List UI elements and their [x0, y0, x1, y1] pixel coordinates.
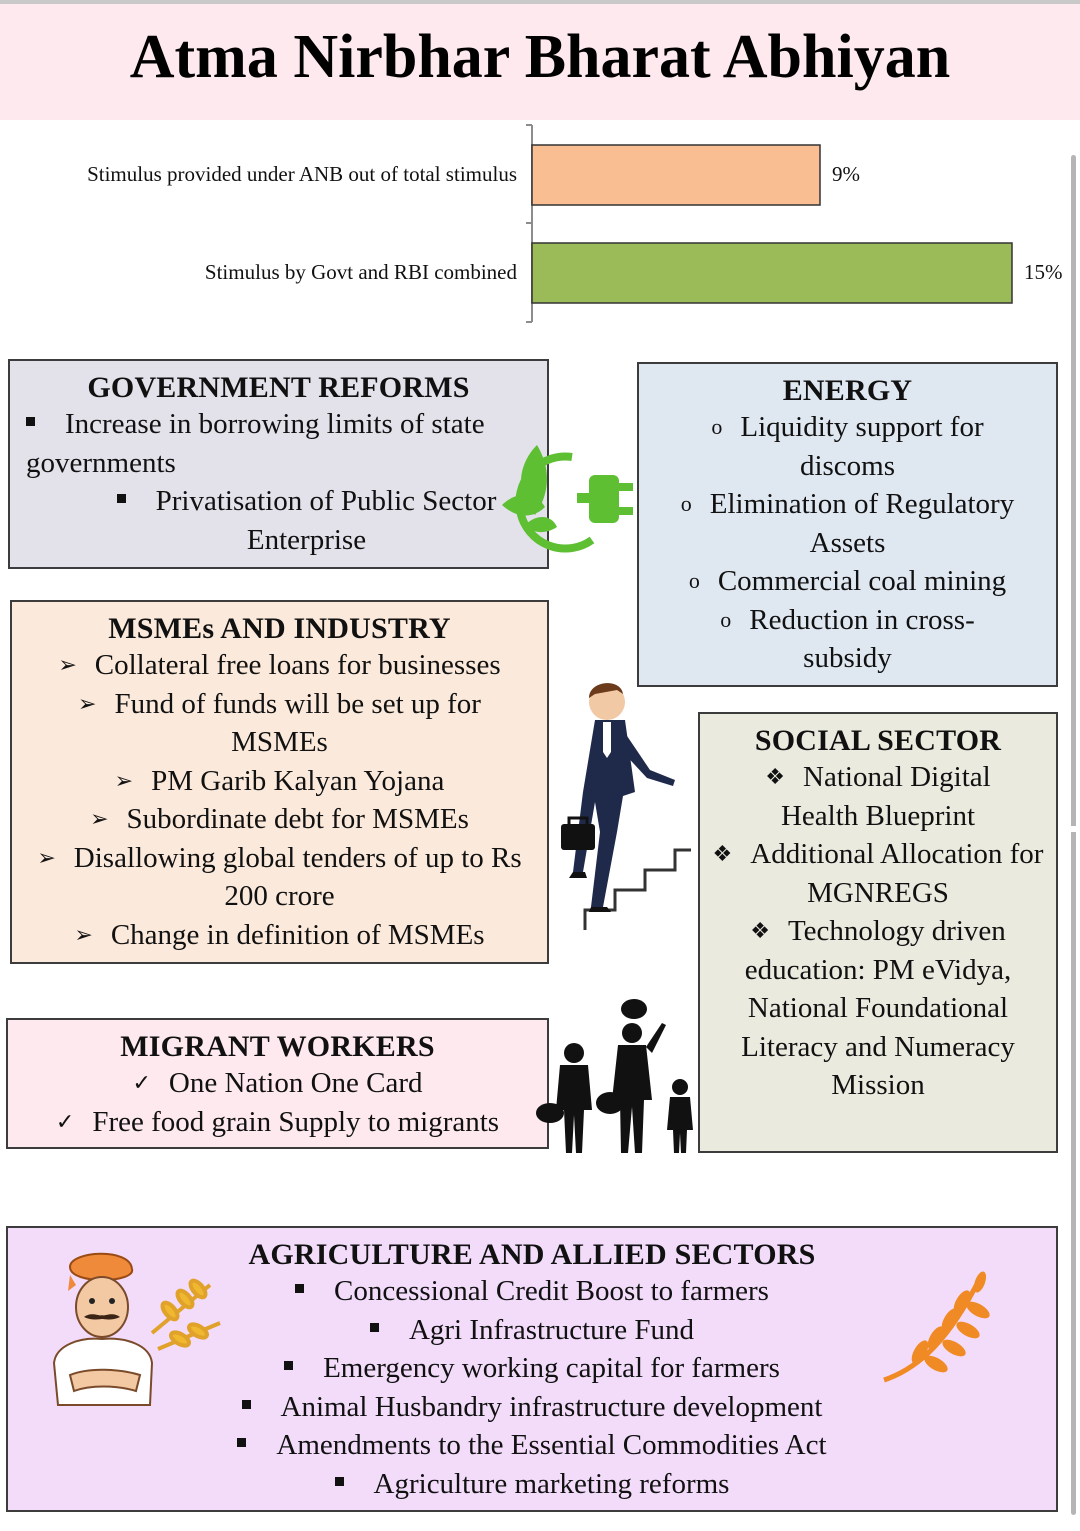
- social-sector-box: [698, 712, 1058, 1153]
- list-item: ➢ PM Garib Kalyan Yojana: [12, 762, 547, 801]
- chart-svg: [0, 120, 1080, 330]
- value-label-0: 9%: [832, 162, 860, 186]
- government-reforms-box: [8, 359, 549, 569]
- scrollbar[interactable]: [1071, 155, 1076, 1515]
- farmer-icon: [40, 1245, 230, 1410]
- list-item: Agri Infrastructure Fund: [8, 1311, 1056, 1350]
- list-item: ✓ One Nation One Card: [8, 1064, 547, 1103]
- migrant-workers-box: [6, 1018, 549, 1149]
- square-bullet-icon: [335, 1477, 344, 1486]
- msme-industry-box: [10, 600, 549, 964]
- category-label-1: Stimulus by Govt and RBI combined: [204, 260, 517, 284]
- energy-list: [639, 408, 1056, 678]
- gov-list: [10, 405, 547, 559]
- msme-heading: MSMEs AND INDUSTRY: [108, 612, 451, 645]
- square-bullet-icon: [284, 1361, 293, 1370]
- gov-heading: GOVERNMENT REFORMS: [87, 371, 470, 404]
- list-item: o Elimination of Regulatory Assets: [639, 485, 1056, 562]
- list-item: ❖ Additional Allocation for MGNREGS: [700, 835, 1056, 912]
- square-bullet-icon: [242, 1400, 251, 1409]
- checkmark-bullet-icon: ✓: [55, 1108, 75, 1134]
- arrow-bullet-icon: ➢: [78, 690, 97, 716]
- migrant-family-icon: [530, 995, 700, 1155]
- circle-bullet-icon: o: [680, 491, 692, 516]
- list-item: Animal Husbandry infrastructure development: [8, 1388, 1056, 1427]
- square-bullet-icon: [295, 1284, 304, 1293]
- list-item: o Reduction in cross-subsidy: [639, 601, 1056, 678]
- category-label-0: Stimulus provided under ANB out of total stimulus: [87, 162, 517, 186]
- list-item: Concessional Credit Boost to farmers: [8, 1272, 1056, 1311]
- square-bullet-icon: [26, 417, 35, 426]
- list-item: Privatisation of Public Sector Enterprise: [10, 482, 547, 559]
- list-item: o Liquidity support for discoms: [639, 408, 1056, 485]
- arrow-bullet-icon: ➢: [90, 806, 109, 831]
- square-bullet-icon: [237, 1438, 246, 1447]
- wheat-icon: [880, 1268, 990, 1388]
- msme-list: [12, 646, 547, 954]
- stimulus-bar-chart: [0, 120, 1080, 330]
- diamond-bullet-icon: ❖: [765, 764, 786, 789]
- list-item: Emergency working capital for farmers: [8, 1349, 1056, 1388]
- social-heading: SOCIAL SECTOR: [754, 724, 1002, 757]
- list-item: ✓ Free food grain Supply to migrants: [8, 1103, 547, 1142]
- arrow-bullet-icon: ➢: [37, 844, 56, 870]
- list-item: ➢ Change in definition of MSMEs: [12, 916, 547, 955]
- list-item: Agriculture marketing reforms: [8, 1465, 1056, 1504]
- arrow-bullet-icon: ➢: [74, 921, 93, 947]
- scrollbar-divider: [1068, 826, 1079, 832]
- list-item: ❖ Technology driven education: PM eVidya, National Foundational Literacy and Numeracy Mission: [700, 912, 1056, 1105]
- leaf-plug-icon: [497, 435, 637, 555]
- circle-bullet-icon: o: [688, 568, 700, 593]
- migrant-list: [8, 1064, 547, 1141]
- bar-1: [532, 243, 1012, 303]
- diamond-bullet-icon: ❖: [750, 918, 770, 943]
- list-item: Increase in borrowing limits of state governments: [26, 408, 485, 479]
- businessman-stairs-icon: [555, 672, 695, 932]
- list-item: ➢ Disallowing global tenders of up to Rs 200 crore: [12, 839, 547, 916]
- energy-box: [637, 362, 1058, 687]
- circle-bullet-icon: o: [711, 414, 723, 439]
- square-bullet-icon: [370, 1323, 379, 1332]
- migrant-heading: MIGRANT WORKERS: [120, 1030, 435, 1063]
- agri-heading: AGRICULTURE AND ALLIED SECTORS: [248, 1238, 816, 1271]
- value-label-1: 15%: [1024, 260, 1063, 284]
- list-item: Amendments to the Essential Commodities Act: [8, 1426, 1056, 1465]
- list-item: o Commercial coal mining: [639, 562, 1056, 601]
- list-item: ➢ Subordinate debt for MSMEs: [12, 800, 547, 839]
- list-item: ➢ Collateral free loans for businesses: [12, 646, 547, 685]
- list-item: ➢ Fund of funds will be set up for MSMEs: [12, 685, 547, 762]
- social-list: [700, 758, 1056, 1105]
- checkmark-bullet-icon: ✓: [132, 1070, 151, 1095]
- diamond-bullet-icon: ❖: [712, 841, 733, 866]
- arrow-bullet-icon: ➢: [58, 652, 77, 677]
- list-item: ❖ National Digital Health Blueprint: [700, 758, 1056, 835]
- bar-0: [532, 145, 820, 205]
- energy-heading: ENERGY: [782, 374, 913, 407]
- circle-bullet-icon: o: [720, 606, 732, 632]
- square-bullet-icon: [117, 494, 126, 503]
- page-title: Atma Nirbhar Bharat Abhiyan: [129, 23, 951, 91]
- arrow-bullet-icon: ➢: [114, 767, 134, 793]
